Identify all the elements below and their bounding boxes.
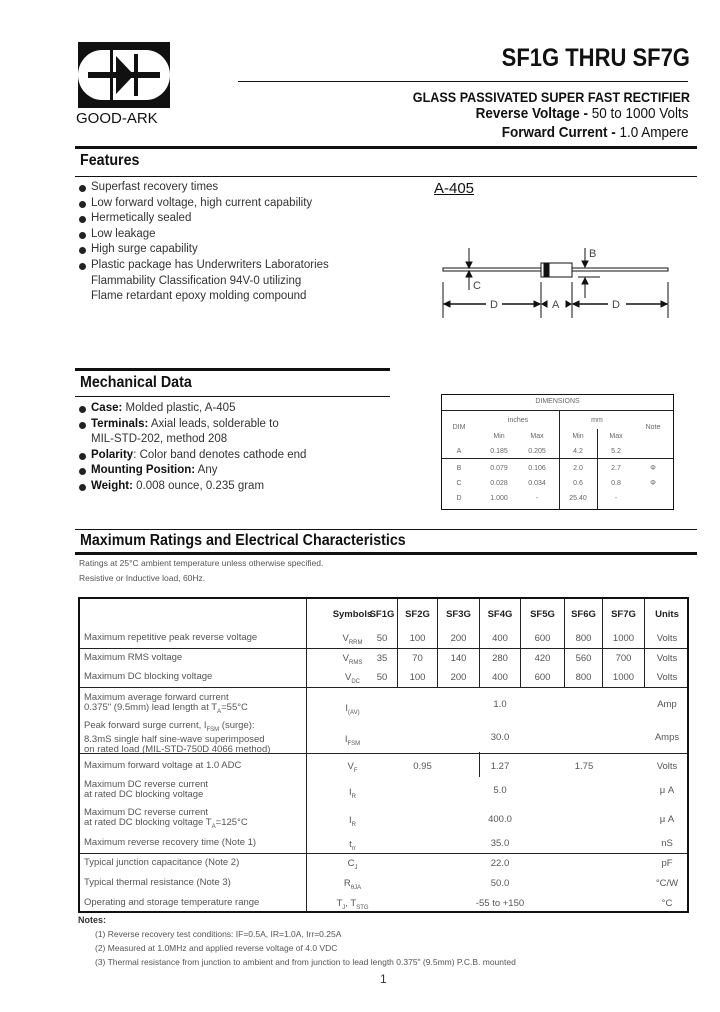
features-list <box>78 180 329 305</box>
header-rule <box>75 146 697 149</box>
feature-item: Low forward voltage, high current capability <box>78 196 329 212</box>
svg-text:C: C <box>473 280 481 292</box>
mechanical-item-polarity: Polarity: Color band denotes cathode end <box>78 448 306 464</box>
logo-text: GOOD-ARK <box>76 110 158 127</box>
mechanical-list <box>78 401 306 495</box>
mechanical-item-terminals: Terminals: Axial leads, solderable to MIL-STD-202, method 208 <box>78 417 306 448</box>
mechanical-item-case: Case: Molded plastic, A-405 <box>78 401 306 417</box>
note-2: (2) Measured at 1.0MHz and applied reverse voltage of 4.0 VDC <box>95 943 338 953</box>
good-ark-logo <box>78 42 170 108</box>
dim-col-header: DIM <box>452 424 466 431</box>
feature-item: Low leakage <box>78 227 329 243</box>
symbol-ifsm: $I_{FSM}$ <box>344 734 361 747</box>
col-header-symbols: Symbols <box>332 609 373 620</box>
bullet-icon <box>79 232 86 239</box>
mm-header: mm <box>591 417 603 424</box>
bullet-icon <box>79 453 86 460</box>
col-header-sf3g: SF3G <box>446 609 471 620</box>
ratings-table: Symbols SF1G SF2G SF3G SF4G SF5G SF6G SF7G Units Maximum repetitive peak reverse voltage $V_{RRM}$ 50 100 200 400 600 800 1000 Volts Maximum RMS voltage $V_{RMS}$ 35 70 140 280 420 560 700 Volts Maximum DC blocking voltage $V_{DC}$ 50 100 200 400 600 800 1000 Volts Maximum average forward current 0.375" (9.5mm) lead length at $T_A=55^\circ C$ $I_{(AV)}$ 1.0 Amp Peak forward surge current, $I_{FSM}$ (surge): 8.3mS single half sine-wave superimposed on rated load (MIL-STD-750D 4066 method) $I_{FSM}$ 30.0 Amps Maximum forward voltage at 1.0 ADC $V_F$ 0.95 1.27 1.75 Volts Maximum DC reverse current at rated DC blocking voltage $I_R$ 5.0 μ A Maximum DC reverse current at rated DC blocking voltage $T_A=125^\circ C$ $I_R$ 400.0 μ A Maximum reverse recovery time (Note 1) $t_{rr}$ 35.0 nS Typical junction capacitance (Note 2) $C_J$ 22.0 pF Typical thermal resistance (Note 3) $R_{\theta JA}$ 50.0 °C/W Operating and storage temperature range $T_J$, $T_{STG}$ -55 to +150 °C <box>78 597 689 913</box>
symbol-vdc: $V_{DC}$ <box>344 672 360 685</box>
svg-text:D: D <box>612 299 620 311</box>
param-ir-125c: Maximum DC reverse current at rated DC blocking voltage $T_A=125^\circ C$ <box>84 807 248 830</box>
title-divider <box>238 81 688 82</box>
forward-current-value: 1.0 Ampere <box>616 124 689 141</box>
symbol-ir-125c: $I_R$ <box>349 815 356 828</box>
bullet-icon <box>79 216 86 223</box>
param-trr: Maximum reverse recovery time (Note 1) <box>84 837 257 848</box>
dimensions-title: DIMENSIONS <box>535 398 580 405</box>
notes-title: Notes: <box>78 915 107 925</box>
param-ifsm: Peak forward surge current, $I_{FSM}$ (surge): 8.3mS single half sine-wave superimposed on rated load (MIL-STD-750D 4066 method) <box>84 720 271 755</box>
param-vrms: Maximum RMS voltage <box>84 652 183 663</box>
note-header: Note <box>645 424 661 431</box>
bullet-icon <box>79 247 86 254</box>
param-vrrm: Maximum repetitive peak reverse voltage <box>84 632 258 643</box>
reverse-voltage-value: 50 to 1000 Volts <box>588 105 689 122</box>
forward-current-label: Forward Current - <box>502 124 617 141</box>
svg-text:D: D <box>490 299 498 311</box>
param-temp-range: Operating and storage temperature range <box>84 897 260 908</box>
feature-item: Plastic package has Underwriters Laboratories Flammability Classification 94V-0 utilizing Flame retardant epoxy molding compound <box>78 258 329 305</box>
inches-header: inches <box>507 417 529 424</box>
col-header-sf2g: SF2G <box>405 609 430 620</box>
feature-item: Hermetically sealed <box>78 211 329 227</box>
dimensions-table: DIMENSIONS DIM inches mm Note Min Max Min Max A 0.185 0.205 4.2 5.2 B 0.079 0.106 2.0 2.7 Φ C 0.028 0.034 0.6 0.8 Φ D 1.000 - 25.40 - <box>441 394 674 510</box>
col-header-sf4g: SF4G <box>487 609 513 620</box>
reverse-voltage-spec <box>476 105 689 122</box>
param-iav: Maximum average forward current 0.375" (9.5mm) lead length at $T_A=55^\circ C$ <box>84 692 248 715</box>
col-header-sf5g: SF5G <box>530 609 555 620</box>
page-number: 1 <box>380 972 387 986</box>
param-ir: Maximum DC reverse current at rated DC blocking voltage <box>84 779 209 800</box>
features-title: Features <box>80 152 140 169</box>
mechanical-title: Mechanical Data <box>80 374 192 391</box>
bullet-icon <box>79 422 86 429</box>
symbol-iav: $I_{(AV)}$ <box>345 703 360 716</box>
diode-logo-icon <box>78 42 170 108</box>
ratings-condition-temp: Ratings at 25°C ambient temperature unless otherwise specified. <box>79 558 324 568</box>
mechanical-item-mounting: Mounting Position: Any <box>78 463 306 479</box>
package-name: A-405 <box>434 180 475 197</box>
bullet-icon <box>79 468 86 475</box>
document-subtitle: GLASS PASSIVATED SUPER FAST RECTIFIER <box>412 89 690 105</box>
symbol-tj-tstg: $T_J$, $T_{STG}$ <box>336 898 369 911</box>
features-rule <box>75 176 697 177</box>
note-1: (1) Reverse recovery test conditions: IF=0.5A, IR=1.0A, Irr=0.25A <box>95 929 342 939</box>
bullet-icon <box>79 201 86 208</box>
col-header-sf7g: SF7G <box>611 609 636 620</box>
ratings-title: Maximum Ratings and Electrical Characteristics <box>80 532 406 549</box>
mechanical-rule-top <box>75 368 390 371</box>
document-title: SF1G THRU SF7G <box>501 44 690 72</box>
bullet-icon <box>79 263 86 270</box>
symbol-trr: $t_{rr}$ <box>349 839 356 852</box>
bullet-icon <box>79 484 86 491</box>
ratings-condition-load: Resistive or Inductive load, 60Hz. <box>79 573 206 583</box>
reverse-voltage-label: Reverse Voltage - <box>476 105 589 122</box>
note-3: (3) Thermal resistance from junction to ambient and from junction to lead length 0.375" (9.5mm) P.C.B. mounted <box>95 957 516 967</box>
feature-item: High surge capability <box>78 242 329 258</box>
param-vdc: Maximum DC blocking voltage <box>84 671 213 682</box>
svg-text:A: A <box>552 299 560 311</box>
forward-current-spec <box>502 124 689 141</box>
bullet-icon <box>79 406 86 413</box>
ratings-rule <box>75 552 697 555</box>
package-outline-diagram <box>430 240 680 320</box>
param-vf: Maximum forward voltage at 1.0 ADC <box>84 760 242 771</box>
symbol-rthja: $R_{\theta JA}$ <box>343 878 362 891</box>
param-rthja: Typical thermal resistance (Note 3) <box>84 877 231 888</box>
mechanical-rule <box>75 396 390 397</box>
symbol-ir: $I_R$ <box>349 787 356 800</box>
ratings-rule-top <box>75 529 697 530</box>
col-header-sf6g: SF6G <box>571 609 596 620</box>
symbol-vf: $V_F$ <box>347 761 358 774</box>
mechanical-item-weight: Weight: 0.008 ounce, 0.235 gram <box>78 479 306 495</box>
col-header-units: Units <box>655 609 679 620</box>
symbol-vrrm: $V_{RRM}$ <box>342 633 363 646</box>
feature-item: Superfast recovery times <box>78 180 329 196</box>
svg-text:B: B <box>589 248 597 260</box>
param-cj: Typical junction capacitance (Note 2) <box>84 857 240 868</box>
symbol-cj: $C_J$ <box>347 858 358 871</box>
col-header-sf1g: SF1G <box>369 609 395 620</box>
symbol-vrms: $V_{RMS}$ <box>342 653 363 666</box>
bullet-icon <box>79 185 86 192</box>
